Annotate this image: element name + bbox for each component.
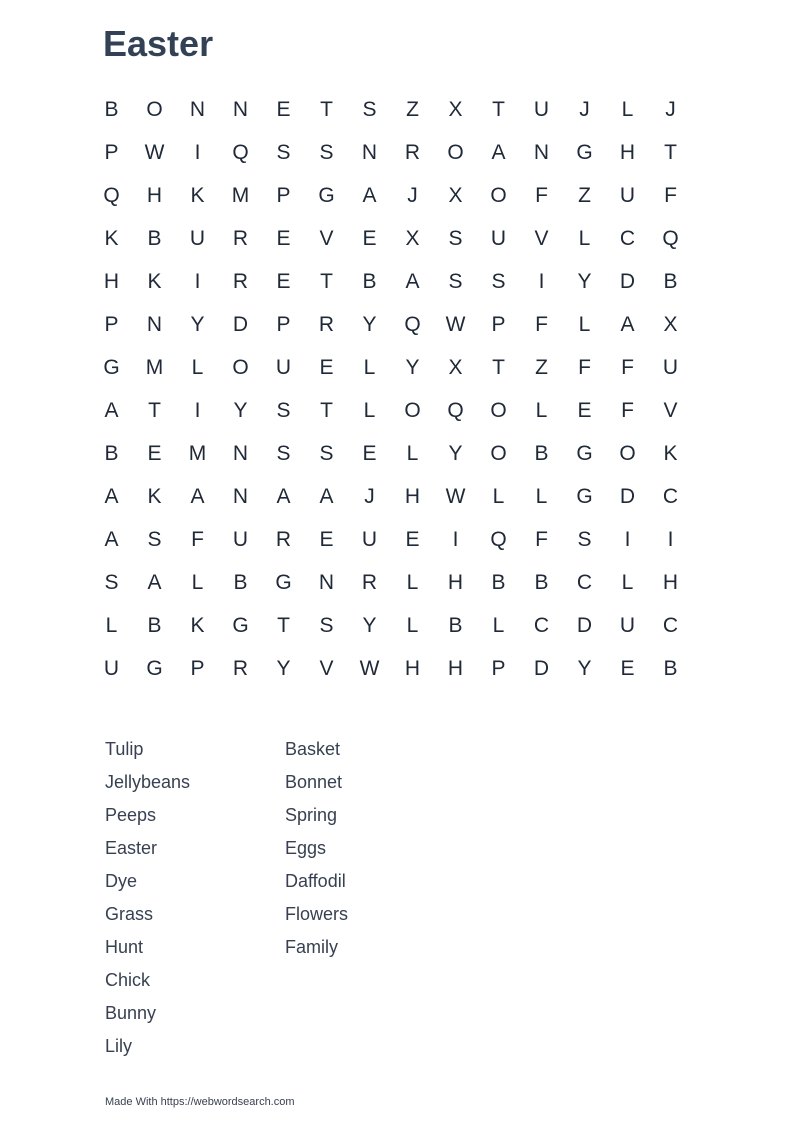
grid-cell: G (232, 613, 249, 637)
word-list-item: Lily (105, 1036, 133, 1056)
grid-cell: R (232, 269, 249, 293)
grid-cell: F (535, 527, 548, 551)
grid-cell: Y (190, 312, 205, 336)
grid-cell: I (667, 527, 674, 551)
word-list-item: Peeps (105, 805, 157, 825)
grid-cell: C (533, 613, 550, 637)
grid-cell: Y (405, 355, 420, 379)
grid-cell: A (104, 484, 119, 508)
grid-cell: B (147, 226, 162, 250)
grid-cell: J (407, 183, 418, 207)
grid-cell: R (361, 570, 378, 594)
grid-cell: H (662, 570, 679, 594)
grid-cell: E (147, 441, 162, 465)
grid-cell: K (190, 183, 205, 207)
grid-cell: M (231, 183, 250, 207)
grid-cell: V (319, 226, 334, 250)
grid-cell: F (535, 312, 548, 336)
grid-cell: E (362, 226, 377, 250)
grid-cell: P (276, 183, 291, 207)
grid-cell: B (534, 570, 549, 594)
grid-cell: C (662, 484, 679, 508)
grid-cell: L (105, 613, 118, 637)
grid-cell: J (665, 97, 676, 121)
grid-cell: O (490, 398, 507, 422)
grid-cell: O (490, 183, 507, 207)
grid-cell: P (491, 312, 506, 336)
grid-cell: X (663, 312, 678, 336)
grid-cell: N (361, 140, 378, 164)
grid-cell: E (276, 97, 291, 121)
grid-cell: L (492, 484, 505, 508)
grid-cell: Z (578, 183, 591, 207)
grid-cell: A (405, 269, 420, 293)
grid-cell: Q (447, 398, 464, 422)
word-list-item: Jellybeans (105, 772, 191, 792)
word-list-item: Easter (105, 838, 158, 858)
word-list-item: Bunny (105, 1003, 157, 1023)
grid-cell: A (190, 484, 205, 508)
grid-cell: Y (577, 656, 592, 680)
grid-cell: C (662, 613, 679, 637)
grid-cell: E (319, 355, 334, 379)
grid-cell: X (448, 355, 463, 379)
grid-cell: L (191, 355, 204, 379)
grid-cell: U (232, 527, 249, 551)
word-list (105, 737, 465, 1067)
grid-cell: F (621, 355, 634, 379)
grid-cell: S (319, 140, 334, 164)
word-list-item: Spring (285, 805, 338, 825)
grid-cell: O (490, 441, 507, 465)
grid-cell: S (104, 570, 119, 594)
grid-cell: R (404, 140, 421, 164)
grid-cell: T (664, 140, 677, 164)
word-list-item: Eggs (285, 838, 327, 858)
grid-cell: O (232, 355, 249, 379)
grid-cell: T (148, 398, 161, 422)
grid-cell: J (364, 484, 375, 508)
grid-cell: Y (276, 656, 291, 680)
grid-cell: D (232, 312, 249, 336)
grid-cell: U (662, 355, 679, 379)
grid-cell: G (576, 484, 593, 508)
grid-cell: N (232, 441, 249, 465)
grid-cell: B (104, 97, 119, 121)
grid-cell: S (448, 226, 463, 250)
grid-cell: V (319, 656, 334, 680)
word-list-item: Hunt (105, 937, 144, 957)
grid-cell: E (577, 398, 592, 422)
grid-cell: A (104, 398, 119, 422)
grid-cell: H (404, 656, 421, 680)
grid-cell: A (362, 183, 377, 207)
grid-cell: W (445, 312, 466, 336)
grid-cell: T (320, 269, 333, 293)
grid-cell: L (363, 355, 376, 379)
grid-cell: R (318, 312, 335, 336)
grid-cell: U (189, 226, 206, 250)
grid-cell: A (319, 484, 334, 508)
grid-cell: I (452, 527, 459, 551)
grid-cell: U (361, 527, 378, 551)
grid-cell: H (619, 140, 636, 164)
grid-cell: X (448, 183, 463, 207)
grid-cell: A (147, 570, 162, 594)
grid-cell: U (619, 613, 636, 637)
grid-cell: P (491, 656, 506, 680)
grid-cell: T (492, 97, 505, 121)
grid-cell: U (275, 355, 292, 379)
grid-cell: L (363, 398, 376, 422)
grid-cell: W (144, 140, 165, 164)
grid-cell: G (146, 656, 163, 680)
grid-cell: C (576, 570, 593, 594)
grid-cell: T (277, 613, 290, 637)
word-list-item: Bonnet (285, 772, 343, 792)
grid-cell: Y (448, 441, 463, 465)
grid-cell: G (275, 570, 292, 594)
grid-cell: L (406, 570, 419, 594)
grid-cell: G (103, 355, 120, 379)
grid-cell: L (406, 441, 419, 465)
grid-cell: N (318, 570, 335, 594)
grid-cell: B (663, 656, 678, 680)
grid-cell: P (276, 312, 291, 336)
grid-cell: Y (577, 269, 592, 293)
grid-cell: X (405, 226, 420, 250)
grid-cell: A (276, 484, 291, 508)
grid-cell: F (578, 355, 591, 379)
grid-cell: S (319, 613, 334, 637)
grid-cell: N (232, 97, 249, 121)
page-title: Easter (103, 23, 214, 64)
grid-cell: B (663, 269, 678, 293)
grid-cell: U (533, 97, 550, 121)
word-list-item: Grass (105, 904, 154, 924)
grid-cell: S (362, 97, 377, 121)
grid-cell: B (362, 269, 377, 293)
grid-cell: V (534, 226, 549, 250)
word-list-item: Dye (105, 871, 138, 891)
grid-cell: T (320, 398, 333, 422)
grid-cell: B (534, 441, 549, 465)
grid-cell: H (447, 656, 464, 680)
grid-cell: S (276, 140, 291, 164)
grid-cell: L (191, 570, 204, 594)
grid-cell: M (188, 441, 207, 465)
grid-cell: I (194, 269, 201, 293)
grid-cell: Q (490, 527, 507, 551)
grid-cell: O (404, 398, 421, 422)
grid-cell: N (189, 97, 206, 121)
grid-cell: G (576, 140, 593, 164)
footer-credit: Made With https://webwordsearch.com (105, 1096, 295, 1108)
grid-cell: L (492, 613, 505, 637)
grid-cell: K (147, 484, 162, 508)
grid-cell: R (232, 226, 249, 250)
grid-cell: D (619, 269, 636, 293)
grid-cell: H (447, 570, 464, 594)
grid-cell: F (621, 398, 634, 422)
grid-cell: S (448, 269, 463, 293)
grid-cell: C (619, 226, 636, 250)
grid-cell: G (576, 441, 593, 465)
grid-cell: V (663, 398, 678, 422)
grid-cell: F (664, 183, 677, 207)
grid-cell: Q (404, 312, 421, 336)
grid-cell: Y (233, 398, 248, 422)
word-list-item: Family (285, 937, 338, 957)
grid-cell: D (533, 656, 550, 680)
grid-cell: X (448, 97, 463, 121)
grid-cell: E (319, 527, 334, 551)
grid-cell: P (104, 312, 119, 336)
grid-cell: B (448, 613, 463, 637)
word-list-item: Daffodil (285, 871, 346, 891)
grid-cell: B (233, 570, 248, 594)
letter-grid (90, 88, 692, 690)
grid-cell: T (492, 355, 505, 379)
grid-cell: G (318, 183, 335, 207)
grid-cell: J (579, 97, 590, 121)
grid-cell: S (319, 441, 334, 465)
grid-cell: L (406, 613, 419, 637)
grid-cell: Q (662, 226, 679, 250)
grid-cell: I (194, 398, 201, 422)
grid-cell: R (232, 656, 249, 680)
grid-cell: A (491, 140, 506, 164)
grid-cell: Z (535, 355, 548, 379)
word-list-item: Chick (105, 970, 151, 990)
grid-cell: F (535, 183, 548, 207)
grid-cell: R (275, 527, 292, 551)
grid-cell: Y (362, 312, 377, 336)
grid-cell: N (232, 484, 249, 508)
grid-cell: U (490, 226, 507, 250)
grid-cell: W (359, 656, 380, 680)
word-list-item: Tulip (105, 739, 144, 759)
grid-cell: L (535, 398, 548, 422)
grid-cell: P (104, 140, 119, 164)
grid-cell: O (146, 97, 163, 121)
grid-cell: L (578, 312, 591, 336)
grid-cell: B (491, 570, 506, 594)
grid-cell: L (535, 484, 548, 508)
grid-cell: S (276, 398, 291, 422)
grid-cell: E (620, 656, 635, 680)
word-list-column-1 (105, 737, 285, 1067)
grid-cell: Q (232, 140, 249, 164)
grid-cell: S (577, 527, 592, 551)
grid-cell: H (146, 183, 163, 207)
grid-cell: N (146, 312, 163, 336)
grid-cell: B (147, 613, 162, 637)
grid-cell: S (147, 527, 162, 551)
grid-cell: F (191, 527, 204, 551)
grid-cell: O (619, 441, 636, 465)
grid-cell: U (619, 183, 636, 207)
grid-cell: I (194, 140, 201, 164)
grid-cell: B (104, 441, 119, 465)
grid-cell: T (320, 97, 333, 121)
word-list-item: Flowers (285, 904, 349, 924)
grid-cell: K (663, 441, 678, 465)
grid-cell: P (190, 656, 205, 680)
grid-cell: I (624, 527, 631, 551)
grid-cell: Q (103, 183, 120, 207)
grid-cell: O (447, 140, 464, 164)
grid-cell: L (621, 570, 634, 594)
grid-cell: H (103, 269, 120, 293)
grid-cell: S (276, 441, 291, 465)
grid-cell: E (405, 527, 420, 551)
grid-cell: M (145, 355, 164, 379)
grid-cell: U (103, 656, 120, 680)
grid-cell: K (190, 613, 205, 637)
grid-cell: A (104, 527, 119, 551)
grid-cell: Y (362, 613, 377, 637)
grid-cell: N (533, 140, 550, 164)
grid-cell: H (404, 484, 421, 508)
grid-cell: D (576, 613, 593, 637)
grid-cell: E (362, 441, 377, 465)
grid-cell: I (538, 269, 545, 293)
grid-cell: D (619, 484, 636, 508)
grid-cell: W (445, 484, 466, 508)
grid-cell: A (620, 312, 635, 336)
grid-cell: L (621, 97, 634, 121)
grid-cell: Z (406, 97, 419, 121)
grid-cell: K (104, 226, 119, 250)
grid-cell: S (491, 269, 506, 293)
grid-cell: K (147, 269, 162, 293)
grid-cell: E (276, 226, 291, 250)
grid-cell: E (276, 269, 291, 293)
word-list-column-2 (285, 737, 465, 1067)
grid-cell: L (578, 226, 591, 250)
word-list-item: Basket (285, 739, 341, 759)
